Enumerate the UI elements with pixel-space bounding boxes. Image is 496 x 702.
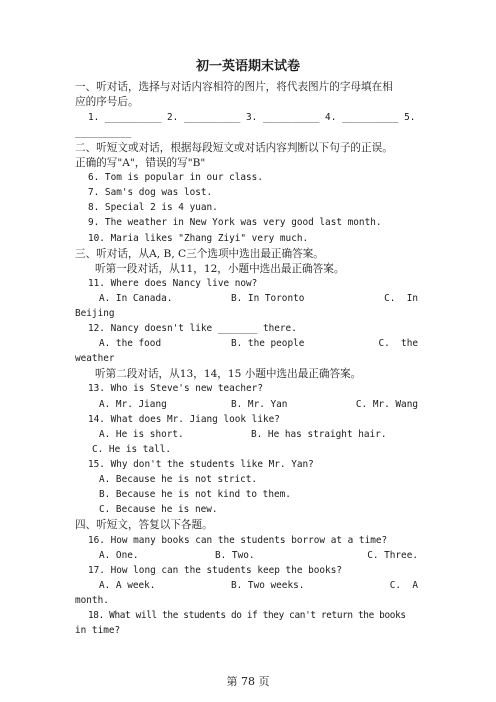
question-13-options: [99, 398, 418, 412]
option-c: C. Mr. Wang: [355, 399, 418, 410]
section4-instruction: 四、听短文，答复以下各题。: [75, 519, 213, 531]
option-a: A. Mr. Jiang: [99, 399, 167, 410]
question-12-options: [99, 337, 418, 351]
question-11-options: [99, 292, 418, 306]
option-b: B. Mr. Yan: [231, 399, 288, 410]
option-b: B. He has straight hair.: [251, 429, 387, 440]
question-7: 7. Sam's dog was lost.: [88, 187, 213, 198]
question-18: 18. What will the students do if they can't return the books: [88, 610, 406, 621]
section2-instruction-cont: 正确的写"A"，错误的写"B": [75, 157, 206, 169]
option-b: B. In Toronto: [231, 293, 305, 304]
question-12-option-c-cont: weather: [75, 353, 115, 364]
option-a: A. One.: [99, 550, 139, 561]
option-b: B. Two weeks.: [231, 580, 305, 591]
question-15-option-b: B. Because he is not kind to them.: [99, 489, 291, 500]
section1-instruction-cont: 应的序号后。: [75, 96, 139, 108]
question-15: 15. Why don't the students like Mr. Yan?: [88, 459, 314, 470]
question-17: 17. How long can the students keep the books?: [88, 565, 342, 576]
question-10: 10. Maria likes "Zhang Ziyi" very much.: [88, 233, 309, 244]
option-a: A. He is short.: [99, 429, 184, 440]
option-a: A. A week.: [99, 580, 156, 591]
option-b: B. Two.: [215, 550, 255, 561]
page-number: 第 78 页: [226, 675, 270, 688]
question-11-option-c-cont: Beijing: [75, 308, 115, 319]
question-14-option-c: C. He is tall.: [92, 444, 172, 455]
question-6: 6. Tom is popular in our class.: [88, 172, 263, 183]
question-13: 13. Who is Steve's new teacher?: [88, 383, 263, 394]
question-11: 11. Where does Nancy live now?: [88, 278, 258, 289]
section1-instruction: 一、听对话，选择与对话内容相符的图片，将代表图片的字母填在相: [75, 81, 393, 93]
section2-instruction: 二、听短文或对话，根据每段短文或对话内容判断以下句子的正误。: [75, 142, 393, 154]
option-c: C. the: [378, 338, 418, 349]
question-18-cont: in time?: [75, 625, 121, 636]
question-16: 16. How many books can the students borrow at a time?: [88, 535, 388, 546]
question-17-options: [99, 579, 418, 593]
answer-blank-5: __________: [75, 127, 132, 138]
option-c: C. In: [384, 293, 418, 304]
question-14-options-ab: [99, 428, 418, 442]
option-b: B. the people: [231, 338, 305, 349]
question-9: 9. The weather in New York was very good last month.: [88, 217, 382, 228]
section3-instruction: 三、听对话，从A, B, C三个选项中选出最正确答案。: [75, 248, 324, 260]
question-8: 8. Special 2 is 4 yuan.: [88, 202, 218, 213]
option-c: C. A: [389, 580, 418, 591]
page-title: 初一英语期末试卷: [195, 59, 300, 74]
section3-part1-instruction: 听第一段对话，从11，12，小题中选出最正确答案。: [95, 263, 345, 275]
question-17-option-c-cont: month.: [75, 595, 109, 606]
section3-part2-instruction: 听第二段对话，从13，14，15 小题中选出最正确答案。: [95, 368, 362, 380]
question-16-options: [99, 549, 418, 563]
question-15-option-c: C. Because he is new.: [99, 504, 218, 515]
option-a: A. In Canada.: [99, 293, 173, 304]
question-15-option-a: A. Because he is not strict.: [99, 474, 258, 485]
answer-blanks: 1. __________ 2. __________ 3. __________ 4. __________ 5.: [88, 112, 416, 123]
option-a: A. the food: [99, 338, 162, 349]
question-14: 14. What does Mr. Jiang look like?: [88, 414, 280, 425]
question-12: 12. Nancy doesn't like _______ there.: [88, 323, 297, 334]
option-c: C. Three.: [367, 550, 418, 561]
